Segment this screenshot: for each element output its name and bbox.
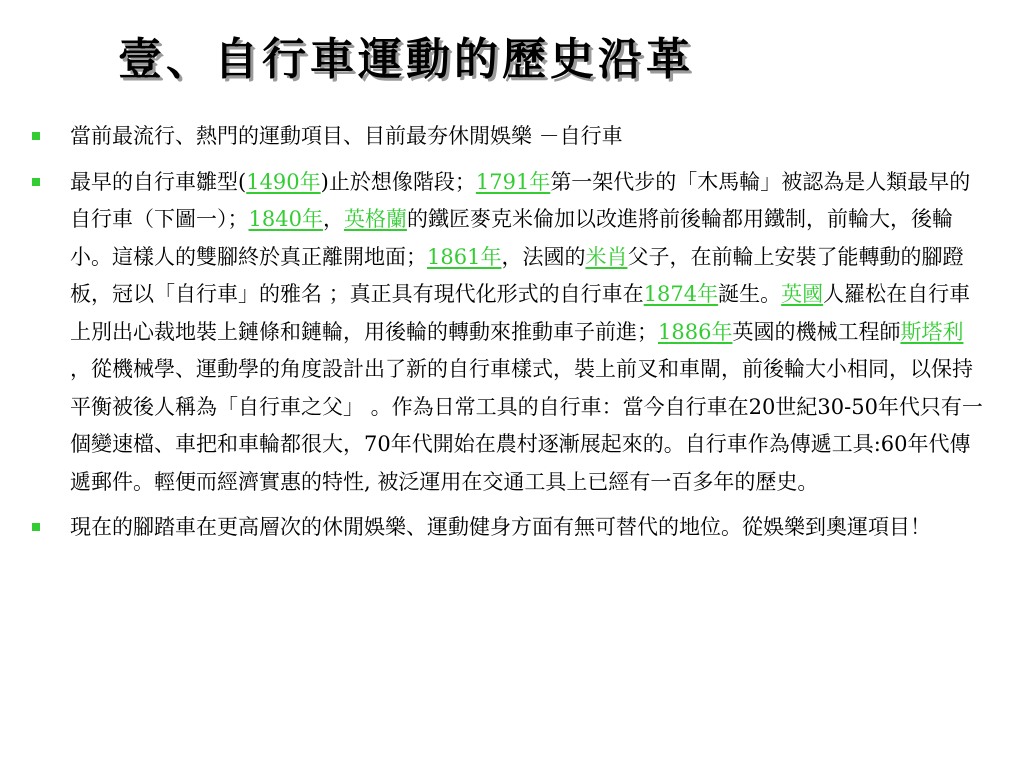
highlighted-term: 英國 [781,282,824,306]
bullet-list [30,118,990,555]
highlighted-term: 1861年 [427,244,502,269]
text-segment: 誕生。 [718,282,782,306]
bullet-text [70,509,990,547]
bullet-item [30,164,990,502]
highlighted-term: 1840年 [248,207,323,231]
text-segment: )止於想像階段； [320,169,476,194]
text-segment: 父子，在前輪上安裝了能轉動的腳蹬板，冠以「自行車」的雅名 ；真正具有現代化形式的自行車在 [70,244,964,306]
highlighted-term: 斯塔利 [900,319,964,344]
text-segment: ，法國的 [501,244,586,269]
text-segment: 最早的自行車雛型( [70,169,247,194]
highlighted-term: 米肖 [585,244,628,269]
bullet-text [70,118,990,156]
slide-title: 壹、自行車運動的歷史沿革 [118,34,694,85]
text-segment: 的鐵匠麥克米倫加以改進將前後輪都用鐵制，前輪大，後輪小。這樣人的雙腳終於真正離開地面； [70,207,953,269]
bullet-text [70,164,990,502]
text-segment: 英國的機械工程師 [732,319,901,344]
highlighted-term: 英格蘭 [343,207,407,231]
text-segment: 人羅松在自行車上別出心裁地裝上鏈條和鏈輪，用後輪的轉動來推動車子前進； [70,282,971,344]
text-segment: 當前最流行、熱門的運動項目、目前最夯休閒娛樂 －自行車 [70,124,623,148]
square-bullet-icon [32,178,40,186]
text-segment: ， [322,207,344,231]
highlighted-term: 1886年 [658,319,733,344]
highlighted-term: 1791年 [475,169,551,194]
text-segment: 現在的腳踏車在更高層次的休閒娛樂、運動健身方面有無可替代的地位。從娛樂到奧運項目！ [70,515,931,539]
bullet-item [30,509,990,547]
square-bullet-icon [32,523,40,531]
highlighted-term: 1490年 [246,169,321,194]
square-bullet-icon [32,132,40,140]
text-segment: ，從機械學、運動學的角度設計出了新的自行車樣式，裝上前叉和車閘，前後輪大小相同，以保持平衡被後人稱為「自行車之父」 。作為日常工具的自行車：當今自行車在20世紀30-50年代只有一個變速檔、車把和車輪都很大，70年代開始在農村逐漸展起來的。自行車作為傳遞工具:60年代傳遞郵件。輕便而經濟實惠的特性, 被泛運用在交通工具上已經有一百多年的歷史。 [70,357,983,494]
highlighted-term: 1874年 [643,282,719,306]
text-segment: 第一架代步的「木馬輪」被認為是人類最早的自行車（下圖一）； [70,169,971,231]
bullet-item [30,118,990,156]
